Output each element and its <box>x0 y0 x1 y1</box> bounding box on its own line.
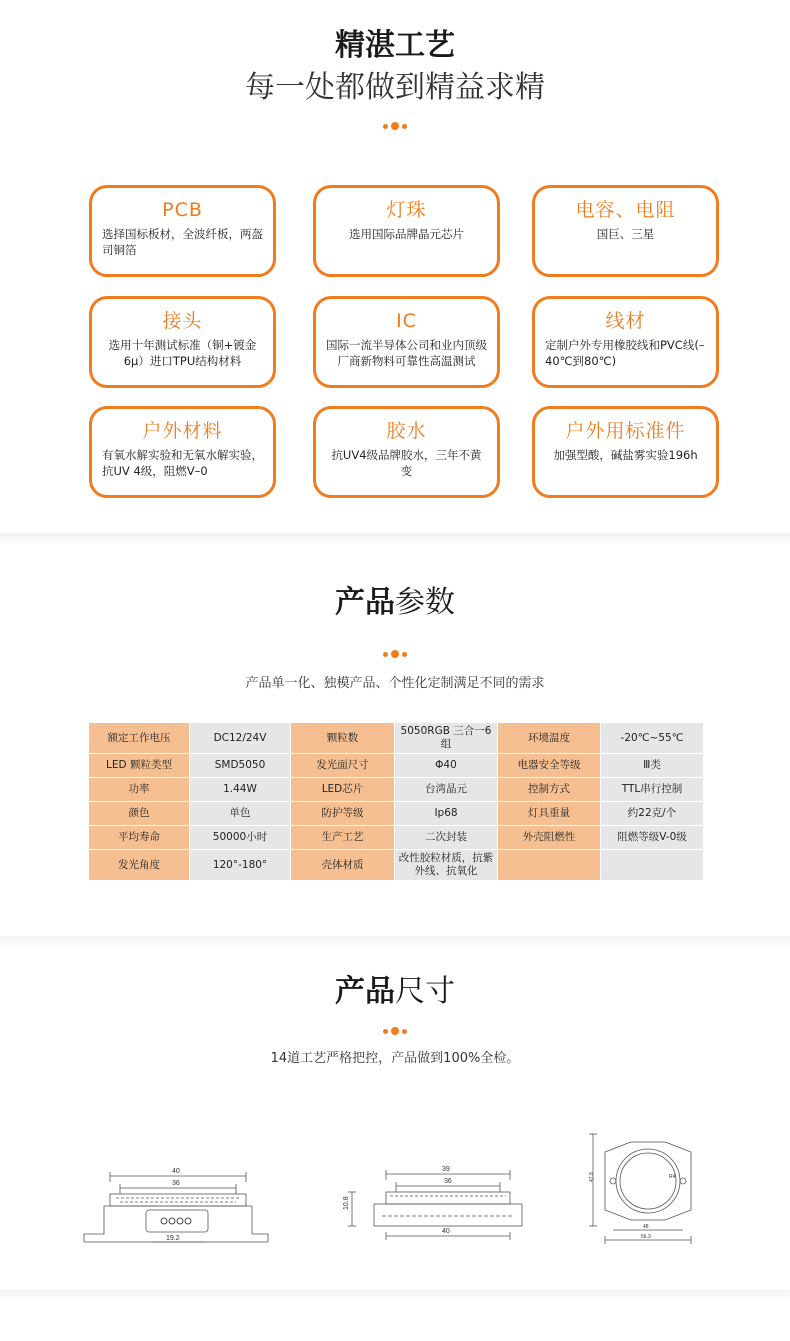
dim-19-2: 19.2 <box>166 1235 180 1242</box>
spec-label: 颜色 <box>89 802 190 826</box>
spec-label: 颗粒数 <box>291 723 395 754</box>
craft-title: 精湛工艺 <box>335 28 455 63</box>
spec-value: 约22克/个 <box>601 802 704 826</box>
spec-value: -20℃~55℃ <box>601 723 704 754</box>
spec-value: 台湾晶元 <box>395 778 498 802</box>
spec-value: Φ40 <box>395 754 498 778</box>
spec-label: 平均寿命 <box>89 826 190 850</box>
feature-card-desc: 加强型酸，碱盐雾实验196h <box>553 448 698 462</box>
dim-36: 36 <box>172 1180 180 1187</box>
dimension-drawing-side <box>76 1160 276 1250</box>
spec-value <box>601 850 704 881</box>
feature-card-title: 线材 <box>605 310 646 332</box>
spec-label <box>498 850 601 881</box>
feature-card-title: IC <box>396 310 417 332</box>
params-title-bold: 产品 <box>335 585 395 620</box>
spec-value: DC12/24V <box>190 723 291 754</box>
feature-card <box>313 296 500 388</box>
section-divider <box>0 936 790 948</box>
dimension-drawing-top <box>583 1122 713 1252</box>
dots-divider <box>0 121 790 131</box>
feature-card <box>89 406 276 498</box>
params-title <box>0 583 790 623</box>
dim-10-8: 10.8 <box>343 1196 350 1210</box>
size-title-light: 尺寸 <box>395 974 455 1009</box>
feature-card-desc: 选用国际品牌晶元芯片 <box>349 227 464 241</box>
spec-label: 功率 <box>89 778 190 802</box>
feature-card-title: PCB <box>162 199 203 221</box>
spec-value: 阻燃等级V-0级 <box>601 826 704 850</box>
params-subtitle: 产品单一化、独模产品、个性化定制满足不同的需求 <box>245 676 545 691</box>
spec-label: 电器安全等级 <box>498 754 601 778</box>
dim-40: 40 <box>442 1228 450 1235</box>
dim-56-3: 56.3 <box>641 1234 651 1240</box>
spec-label: 控制方式 <box>498 778 601 802</box>
spec-value: 50000小时 <box>190 826 291 850</box>
spec-label: 外壳阻燃性 <box>498 826 601 850</box>
table-row <box>89 778 704 802</box>
feature-card-title: 胶水 <box>386 420 427 442</box>
spec-value: Ip68 <box>395 802 498 826</box>
dim-39: 39 <box>442 1166 450 1173</box>
feature-card-desc: 国际一流半导体公司和业内顶级厂商新物料可靠性高温测试 <box>326 338 487 368</box>
dim-47-8: 47.8 <box>589 1172 595 1182</box>
spec-value: TTL串行控制 <box>601 778 704 802</box>
dots-divider <box>0 649 790 659</box>
spec-value: Ⅲ类 <box>601 754 704 778</box>
spec-label: 壳体材质 <box>291 850 395 881</box>
feature-card <box>532 185 719 277</box>
feature-card-desc: 国巨、三星 <box>596 227 655 241</box>
params-title-light: 参数 <box>395 585 455 620</box>
size-title-bold: 产品 <box>335 974 395 1009</box>
dim-40: 40 <box>172 1168 180 1175</box>
dim-48: 48 <box>643 1224 649 1230</box>
feature-card-desc: 选用十年测试标准（铜+镀金6μ）进口TPU结构材料 <box>108 338 257 368</box>
spec-value: SMD5050 <box>190 754 291 778</box>
spec-value: 5050RGB 三合一6组 <box>395 723 498 754</box>
dots-divider <box>0 1026 790 1036</box>
spec-value: 1.44W <box>190 778 291 802</box>
table-row <box>89 723 704 754</box>
spec-label: 发光角度 <box>89 850 190 881</box>
feature-card-title: 电容、电阻 <box>575 199 676 221</box>
spec-table <box>88 722 704 881</box>
feature-card <box>313 185 500 277</box>
feature-card-desc: 抗UV4级品牌胶水，三年不黄变 <box>331 448 482 478</box>
section-divider <box>0 1290 790 1300</box>
spec-label: 生产工艺 <box>291 826 395 850</box>
spec-label: LED芯片 <box>291 778 395 802</box>
feature-card-title: 灯珠 <box>386 199 427 221</box>
feature-card <box>89 185 276 277</box>
spec-value: 单色 <box>190 802 291 826</box>
section-divider <box>0 533 790 545</box>
feature-card-desc: 有氧水解实验和无氧水解实验，抗UV 4级，阻燃V–0 <box>102 448 263 478</box>
spec-label: 额定工作电压 <box>89 723 190 754</box>
feature-card-title: 户外用标准件 <box>565 420 686 442</box>
size-subtitle: 14道工艺严格把控，产品做到100%全检。 <box>270 1051 520 1066</box>
dim-r4: R4 <box>669 1174 676 1180</box>
table-row <box>89 850 704 881</box>
feature-card <box>532 296 719 388</box>
spec-label: 防护等级 <box>291 802 395 826</box>
table-row <box>89 826 704 850</box>
spec-label: 发光面尺寸 <box>291 754 395 778</box>
dim-36: 36 <box>444 1178 452 1185</box>
spec-label: 灯具重量 <box>498 802 601 826</box>
craft-subtitle: 每一处都做到精益求精 <box>245 70 545 105</box>
feature-card <box>532 406 719 498</box>
spec-value: 120°-180° <box>190 850 291 881</box>
feature-card-title: 户外材料 <box>142 420 223 442</box>
feature-card <box>313 406 500 498</box>
feature-card-title: 接头 <box>162 310 203 332</box>
feature-card-desc: 定制户外专用橡胶线和PVC线(–40℃到80℃) <box>545 338 705 368</box>
feature-card <box>89 296 276 388</box>
table-row <box>89 754 704 778</box>
spec-value: 二次封装 <box>395 826 498 850</box>
feature-card-desc: 选择国标板材，全波纤板，两盔司铜箔 <box>102 227 263 257</box>
dimension-drawing-front <box>330 1160 535 1250</box>
spec-value: 改性胶粒材质，抗紫外线、抗氧化 <box>395 850 498 881</box>
table-row <box>89 802 704 826</box>
spec-label: 环境温度 <box>498 723 601 754</box>
size-title <box>0 972 790 1012</box>
spec-label: LED 颗粒类型 <box>89 754 190 778</box>
